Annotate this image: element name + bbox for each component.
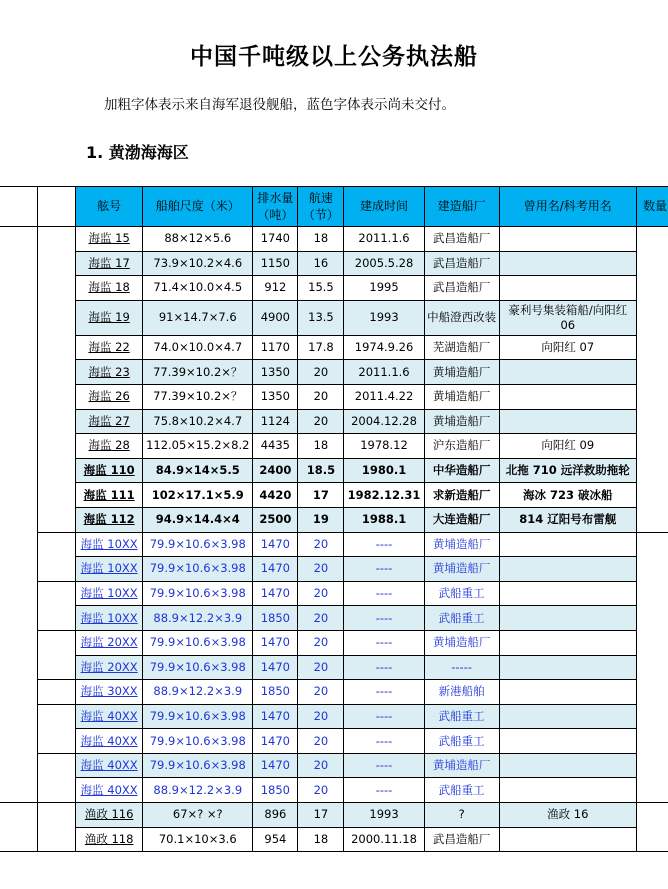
yard-cell: 武船重工: [424, 581, 499, 606]
header-displacement: 排水量（吨）: [253, 187, 298, 227]
hull-cell: 海监 17: [76, 251, 143, 276]
yard-cell: 大连造船厂: [424, 507, 499, 532]
former-cell: [499, 655, 636, 680]
built-cell: ----: [344, 557, 424, 582]
table-header-row: [0, 187, 668, 227]
size-cell: 79.9×10.6×3.98: [143, 581, 253, 606]
former-cell: [499, 384, 636, 409]
table-row: [0, 803, 668, 828]
displacement-cell: 1850: [253, 606, 298, 631]
size-cell: 94.9×14.4×4: [143, 507, 253, 532]
header-count: 数量: [636, 187, 668, 227]
yard-cell: 武昌造船厂: [424, 227, 499, 252]
former-cell: 渔政 16: [499, 803, 636, 828]
size-cell: 79.9×10.6×3.98: [143, 704, 253, 729]
hull-cell: 海监 28: [76, 434, 143, 459]
size-cell: 79.9×10.6×3.98: [143, 655, 253, 680]
built-cell: 2000.11.18: [344, 827, 424, 852]
displacement-cell: 1124: [253, 409, 298, 434]
table-row: [0, 434, 668, 459]
size-cell: 79.9×10.6×3.98: [143, 532, 253, 557]
built-cell: 1988.1: [344, 507, 424, 532]
yard-cell: 黄埔造船厂: [424, 630, 499, 655]
displacement-cell: 954: [253, 827, 298, 852]
yard-cell: 沪东造船厂: [424, 434, 499, 459]
yard-cell: 黄埔造船厂: [424, 753, 499, 778]
table-row: [0, 655, 668, 680]
hull-cell: 海监 40XX: [76, 729, 143, 754]
hull-cell: 海监 18: [76, 276, 143, 301]
yard-cell: 武昌造船厂: [424, 251, 499, 276]
displacement-cell: 1850: [253, 778, 298, 803]
table-row: [0, 630, 668, 655]
table-row: [0, 704, 668, 729]
yard-cell: -----: [424, 655, 499, 680]
speed-cell: 20: [298, 581, 344, 606]
displacement-cell: 1470: [253, 630, 298, 655]
displacement-cell: 1740: [253, 227, 298, 252]
hull-cell: 海监 111: [76, 483, 143, 508]
speed-cell: 17.8: [298, 335, 344, 360]
hull-cell: 海监 15: [76, 227, 143, 252]
table-row: [0, 778, 668, 803]
header-former: 曾用名/科考用名: [499, 187, 636, 227]
former-cell: 海冰 723 破冰船: [499, 483, 636, 508]
displacement-cell: 1470: [253, 704, 298, 729]
hull-cell: 海监 10XX: [76, 532, 143, 557]
section-heading: 1. 黄渤海海区: [86, 143, 189, 162]
built-cell: 2011.1.6: [344, 360, 424, 385]
speed-cell: 20: [298, 729, 344, 754]
header-size: 船舶尺度（米）: [143, 187, 253, 227]
built-cell: ----: [344, 680, 424, 705]
yard-cell: 黄埔造船厂: [424, 409, 499, 434]
yard-cell: 黄埔造船厂: [424, 360, 499, 385]
speed-cell: 20: [298, 360, 344, 385]
header-built: 建成时间: [344, 187, 424, 227]
size-cell: 79.9×10.6×3.98: [143, 557, 253, 582]
speed-cell: 20: [298, 630, 344, 655]
former-cell: [499, 360, 636, 385]
size-cell: 88.9×12.2×3.9: [143, 606, 253, 631]
former-cell: [499, 778, 636, 803]
speed-cell: 18.5: [298, 458, 344, 483]
hull-cell: 海监 30XX: [76, 680, 143, 705]
hull-cell: 渔政 116: [76, 803, 143, 828]
displacement-cell: 1350: [253, 384, 298, 409]
built-cell: ----: [344, 606, 424, 631]
displacement-cell: 1850: [253, 680, 298, 705]
displacement-cell: 1470: [253, 753, 298, 778]
table-row: [0, 606, 668, 631]
former-cell: 向阳红 07: [499, 335, 636, 360]
former-cell: [499, 753, 636, 778]
unit-beihai: [38, 227, 76, 533]
table-row: [0, 300, 668, 335]
size-cell: 77.39×10.2×？: [143, 384, 253, 409]
built-cell: ----: [344, 581, 424, 606]
hull-cell: 海监 40XX: [76, 704, 143, 729]
size-cell: 84.9×14×5.5: [143, 458, 253, 483]
former-cell: [499, 827, 636, 852]
hull-cell: 海监 27: [76, 409, 143, 434]
hull-cell: 海监 10XX: [76, 606, 143, 631]
speed-cell: 20: [298, 532, 344, 557]
table-row: [0, 557, 668, 582]
former-cell: 北拖 710 远洋救助拖轮: [499, 458, 636, 483]
speed-cell: 16: [298, 251, 344, 276]
hull-cell: 渔政 118: [76, 827, 143, 852]
speed-cell: 17: [298, 803, 344, 828]
yard-cell: 武昌造船厂: [424, 827, 499, 852]
speed-cell: 15.5: [298, 276, 344, 301]
built-cell: ----: [344, 655, 424, 680]
yard-cell: 武船重工: [424, 704, 499, 729]
displacement-cell: 912: [253, 276, 298, 301]
built-cell: ----: [344, 704, 424, 729]
count-provincial: [636, 532, 668, 803]
unit-tianjin: [38, 680, 76, 705]
built-cell: 2005.5.28: [344, 251, 424, 276]
table-row: [0, 581, 668, 606]
table-row: [0, 729, 668, 754]
hull-cell: 海监 10XX: [76, 557, 143, 582]
yard-cell: 黄埔造船厂: [424, 557, 499, 582]
size-cell: 102×17.1×5.9: [143, 483, 253, 508]
table-row: [0, 483, 668, 508]
built-cell: ----: [344, 753, 424, 778]
table-row: [0, 827, 668, 852]
hull-cell: 海监 20XX: [76, 630, 143, 655]
count-beihai: [636, 227, 668, 533]
unit-huangbohai-yuzheng: [38, 803, 76, 852]
former-cell: [499, 606, 636, 631]
size-cell: 70.1×10×3.6: [143, 827, 253, 852]
agency-yuzheng: [0, 803, 38, 852]
yard-cell: 黄埔造船厂: [424, 532, 499, 557]
page-title: 中国千吨级以上公务执法船: [190, 44, 478, 70]
yard-cell: 中船澄西改装: [424, 300, 499, 335]
size-cell: 79.9×10.6×3.98: [143, 729, 253, 754]
built-cell: 1982.12.31: [344, 483, 424, 508]
count-yuzheng: [636, 803, 668, 852]
built-cell: 2011.4.22: [344, 384, 424, 409]
speed-cell: 13.5: [298, 300, 344, 335]
former-cell: [499, 680, 636, 705]
header-speed: 航速（节）: [298, 187, 344, 227]
displacement-cell: 1170: [253, 335, 298, 360]
yard-cell: 芜湖造船厂: [424, 335, 499, 360]
size-cell: 74.0×10.0×4.7: [143, 335, 253, 360]
former-cell: [499, 227, 636, 252]
unit-dalian: [38, 581, 76, 630]
hull-cell: 海监 23: [76, 360, 143, 385]
size-cell: 88.9×12.2×3.9: [143, 680, 253, 705]
hull-cell: 海监 110: [76, 458, 143, 483]
table-row: [0, 335, 668, 360]
displacement-cell: 2500: [253, 507, 298, 532]
agency-haijian: [0, 227, 38, 803]
hull-cell: 海监 26: [76, 384, 143, 409]
former-cell: [499, 630, 636, 655]
table-row: [0, 251, 668, 276]
size-cell: 112.05×15.2×8.2: [143, 434, 253, 459]
size-cell: 88×12×5.6: [143, 227, 253, 252]
former-cell: [499, 557, 636, 582]
displacement-cell: 2400: [253, 458, 298, 483]
ship-table: [0, 186, 668, 852]
speed-cell: 20: [298, 655, 344, 680]
speed-cell: 18: [298, 434, 344, 459]
hull-cell: 海监 22: [76, 335, 143, 360]
displacement-cell: 4420: [253, 483, 298, 508]
yard-cell: ?: [424, 803, 499, 828]
former-cell: 814 辽阳号布雷舰: [499, 507, 636, 532]
yard-cell: 中华造船厂: [424, 458, 499, 483]
unit-shandong: [38, 704, 76, 753]
hull-cell: 海监 10XX: [76, 581, 143, 606]
former-cell: [499, 251, 636, 276]
header-blank-cell: [0, 187, 38, 227]
table-row: [0, 409, 668, 434]
table-row: [0, 276, 668, 301]
speed-cell: 19: [298, 507, 344, 532]
yard-cell: 武昌造船厂: [424, 276, 499, 301]
speed-cell: 20: [298, 557, 344, 582]
displacement-cell: 1470: [253, 581, 298, 606]
displacement-cell: 4900: [253, 300, 298, 335]
built-cell: ----: [344, 729, 424, 754]
former-cell: 向阳红 09: [499, 434, 636, 459]
hull-cell: 海监 40XX: [76, 778, 143, 803]
speed-cell: 20: [298, 753, 344, 778]
former-cell: [499, 704, 636, 729]
built-cell: 1993: [344, 803, 424, 828]
table-row: [0, 458, 668, 483]
unit-liaoning: [38, 532, 76, 581]
hull-cell: 海监 40XX: [76, 753, 143, 778]
table-row: [0, 227, 668, 252]
displacement-cell: 896: [253, 803, 298, 828]
speed-cell: 20: [298, 680, 344, 705]
table-row: [0, 507, 668, 532]
displacement-cell: 4435: [253, 434, 298, 459]
displacement-cell: 1470: [253, 729, 298, 754]
unit-hebei: [38, 630, 76, 679]
former-cell: 豪利号集装箱船/向阳红 06: [499, 300, 636, 335]
yard-cell: 武船重工: [424, 606, 499, 631]
yard-cell: 黄埔造船厂: [424, 384, 499, 409]
table-row: [0, 753, 668, 778]
displacement-cell: 1470: [253, 557, 298, 582]
built-cell: 1974.9.26: [344, 335, 424, 360]
speed-cell: 20: [298, 606, 344, 631]
yard-cell: 武船重工: [424, 729, 499, 754]
built-cell: 1995: [344, 276, 424, 301]
table-row: [0, 360, 668, 385]
hull-cell: 海监 112: [76, 507, 143, 532]
size-cell: 75.8×10.2×4.7: [143, 409, 253, 434]
yard-cell: 新港船舶: [424, 680, 499, 705]
unit-qingdao: [38, 753, 76, 802]
header-yard: 建造船厂: [424, 187, 499, 227]
former-cell: [499, 409, 636, 434]
built-cell: 2004.12.28: [344, 409, 424, 434]
former-cell: [499, 729, 636, 754]
speed-cell: 20: [298, 778, 344, 803]
displacement-cell: 1470: [253, 655, 298, 680]
legend-note: 加粗字体表示来自海军退役舰船，蓝色字体表示尚未交付。: [104, 97, 455, 113]
speed-cell: 20: [298, 384, 344, 409]
size-cell: 71.4×10.0×4.5: [143, 276, 253, 301]
yard-cell: 武船重工: [424, 778, 499, 803]
built-cell: 2011.1.6: [344, 227, 424, 252]
table-row: [0, 532, 668, 557]
header-blank-cell: [38, 187, 76, 227]
speed-cell: 18: [298, 227, 344, 252]
table-row: [0, 384, 668, 409]
former-cell: [499, 532, 636, 557]
speed-cell: 18: [298, 827, 344, 852]
size-cell: 88.9×12.2×3.9: [143, 778, 253, 803]
speed-cell: 20: [298, 409, 344, 434]
built-cell: ----: [344, 630, 424, 655]
header-hull: 舷号: [76, 187, 143, 227]
size-cell: 67×? ×?: [143, 803, 253, 828]
built-cell: 1978.12: [344, 434, 424, 459]
former-cell: [499, 276, 636, 301]
hull-cell: 海监 20XX: [76, 655, 143, 680]
size-cell: 79.9×10.6×3.98: [143, 630, 253, 655]
size-cell: 73.9×10.2×4.6: [143, 251, 253, 276]
built-cell: ----: [344, 778, 424, 803]
displacement-cell: 1470: [253, 532, 298, 557]
built-cell: 1980.1: [344, 458, 424, 483]
former-cell: [499, 581, 636, 606]
size-cell: 77.39×10.2×？: [143, 360, 253, 385]
hull-cell: 海监 19: [76, 300, 143, 335]
table-row: [0, 680, 668, 705]
built-cell: ----: [344, 532, 424, 557]
displacement-cell: 1350: [253, 360, 298, 385]
size-cell: 79.9×10.6×3.98: [143, 753, 253, 778]
built-cell: 1993: [344, 300, 424, 335]
size-cell: 91×14.7×7.6: [143, 300, 253, 335]
displacement-cell: 1150: [253, 251, 298, 276]
speed-cell: 17: [298, 483, 344, 508]
speed-cell: 20: [298, 704, 344, 729]
yard-cell: 求新造船厂: [424, 483, 499, 508]
